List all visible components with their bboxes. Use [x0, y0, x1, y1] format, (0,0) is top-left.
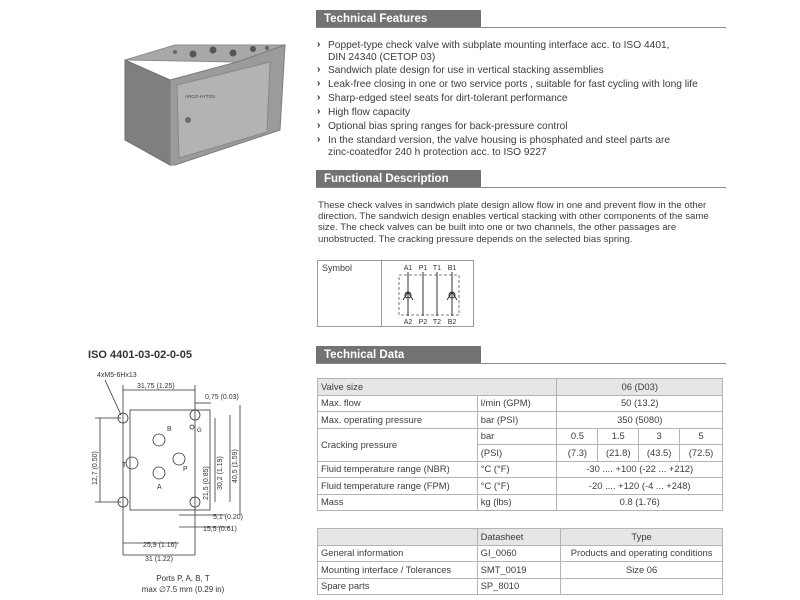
- symbol-label: Symbol: [322, 263, 353, 273]
- table-cell: (PSI): [477, 445, 557, 462]
- table-row: [318, 412, 723, 429]
- table-cell: Fluid temperature range (NBR): [318, 461, 478, 478]
- table-cell: Size 06: [561, 562, 723, 579]
- table-cell: 5: [680, 428, 723, 445]
- table-cell: Products and operating conditions: [561, 545, 723, 562]
- table-cell: General information: [318, 545, 478, 562]
- table-cell: 06 (D03): [557, 379, 723, 396]
- dim-bot4: 31 (1.22): [145, 556, 174, 563]
- description-line: These check valves in sandwich plate design allow flow in one and prevent flow in the other: [318, 200, 707, 211]
- port-label-P2: P2: [418, 319, 428, 326]
- functional-description-header: Functional Description: [316, 170, 481, 188]
- symbol-box: [317, 260, 474, 327]
- dim-mid1: 30,2 (1.19): [217, 456, 224, 490]
- description-line: size. The check valves can be built into one or two channels, the other passages are: [318, 222, 677, 234]
- drawing-caption-line1: Ports P, A, B, T: [156, 574, 210, 583]
- feature-item: › Leak-free closing in one or two service ports , suitable for fast cycling with long life: [316, 79, 736, 91]
- table-cell: Max. operating pressure: [318, 412, 478, 429]
- table-cell: [561, 578, 723, 595]
- port-label-A: A: [157, 484, 162, 491]
- table-cell: 50 (13.2): [557, 395, 723, 412]
- table-cell: Mass: [318, 494, 478, 511]
- section-rule: [316, 27, 726, 28]
- dim-mid2: 21,5 (0.85): [203, 466, 210, 500]
- dim-bot2: 15,5 (0.61): [203, 526, 237, 533]
- table-cell: Type: [561, 529, 723, 546]
- table-row: [318, 395, 723, 412]
- section-rule: [316, 187, 726, 188]
- port-G-circle: [190, 425, 194, 429]
- table-row: [318, 529, 723, 546]
- table-cell: 0.5: [557, 428, 598, 445]
- table-cell: [318, 529, 478, 546]
- port-label-A2: A2: [403, 319, 413, 326]
- table-cell: Mounting interface / Tolerances: [318, 562, 478, 579]
- table-cell: Cracking pressure: [318, 428, 478, 461]
- section-rule: [316, 363, 726, 364]
- port-label-B2: B2: [447, 319, 457, 326]
- mounting-interface-drawing: [75, 365, 285, 600]
- product-brand-text: ARGO-HYTOS: [185, 94, 216, 99]
- table-cell: 1.5: [598, 428, 639, 445]
- table-cell: °C (°F): [477, 478, 557, 495]
- product-screw-hole: [265, 46, 269, 50]
- technical-data-table: [317, 378, 723, 511]
- feature-item: › In the standard version, the valve housing is phosphated and steel parts are: [316, 135, 736, 147]
- table-cell: °C (°F): [477, 461, 557, 478]
- drawing-title: ISO 4401-03-02-0-05: [88, 349, 192, 361]
- table-row: [318, 578, 723, 595]
- interface-outline: [130, 410, 210, 510]
- hydraulic-symbol: [382, 261, 474, 327]
- table-row: [318, 494, 723, 511]
- table-cell: bar (PSI): [477, 412, 557, 429]
- drawing-caption-line2: max ∅7.5 mm (0.29 in): [141, 585, 225, 594]
- port-label-P1: P1: [418, 265, 428, 272]
- table-row: [318, 379, 723, 396]
- feature-item: › Sandwich plate design for use in vertical stacking assemblies: [316, 65, 736, 77]
- table-cell: 350 (5080): [557, 412, 723, 429]
- description-line: unobstructed. The cracking pressure depends on the selected bias spring.: [318, 233, 633, 245]
- product-plug: [185, 117, 191, 123]
- thread-label: 4xM5-6Hx13: [97, 372, 137, 379]
- functional-description-text: [318, 200, 718, 245]
- table-cell: SP_8010: [477, 578, 561, 595]
- table-cell: l/min (GPM): [477, 395, 557, 412]
- table-row: [318, 562, 723, 579]
- table-cell: (7.3): [557, 445, 598, 462]
- port-label-B1: B1: [447, 265, 457, 272]
- port-P-circle: [173, 453, 185, 465]
- table-cell: SMT_0019: [477, 562, 561, 579]
- product-port-hole: [250, 46, 256, 52]
- dim-top1: 31,75 (1.25): [137, 383, 175, 390]
- feature-item: › Poppet-type check valve with subplate mounting interface acc. to ISO 4401,: [316, 40, 736, 52]
- table-cell: kg (lbs): [477, 494, 557, 511]
- product-port-hole: [230, 50, 237, 57]
- table-row: [318, 545, 723, 562]
- table-cell: Valve size: [318, 379, 557, 396]
- table-cell: Max. flow: [318, 395, 478, 412]
- dim-right: 40,5 (1.59): [232, 449, 239, 483]
- table-cell: (72.5): [680, 445, 723, 462]
- dim-bot3: 25,9 (1.16): [143, 542, 177, 549]
- product-image: [115, 40, 290, 170]
- table-cell: 0.8 (1.76): [557, 494, 723, 511]
- port-label-A1: A1: [403, 265, 413, 272]
- table-cell: Spare parts: [318, 578, 478, 595]
- table-cell: Datasheet: [477, 529, 561, 546]
- port-label-G: G: [197, 428, 202, 434]
- dim-top2: 0,75 (0.03): [205, 394, 239, 401]
- table-cell: Fluid temperature range (FPM): [318, 478, 478, 495]
- product-port-hole: [190, 51, 197, 58]
- port-B-circle: [153, 434, 165, 446]
- port-label-T: T: [122, 462, 127, 469]
- feature-item: › High flow capacity: [316, 107, 736, 119]
- feature-item-continuation: DIN 24340 (CETOP 03): [328, 51, 436, 63]
- dim-bot1: 5,1 (0.20): [213, 514, 243, 521]
- technical-features-header: Technical Features: [316, 10, 481, 28]
- port-A-circle: [153, 467, 165, 479]
- product-screw-hole: [173, 50, 177, 54]
- table-cell: bar: [477, 428, 557, 445]
- feature-item: › Sharp-edged steel seats for dirt-tolerant performance: [316, 93, 736, 105]
- product-port-hole: [210, 47, 217, 54]
- dim-left: 12,7 (0.50): [92, 451, 99, 485]
- feature-item-continuation: zinc-coatedfor 240 h protection acc. to ISO 9227: [328, 146, 547, 158]
- table-cell: (43.5): [639, 445, 680, 462]
- table-row: [318, 428, 723, 445]
- technical-data-header: Technical Data: [316, 346, 481, 364]
- table-row: [318, 478, 723, 495]
- datasheet-table: [317, 528, 723, 595]
- port-label-T1: T1: [432, 265, 442, 272]
- feature-item: › Optional bias spring ranges for back-pressure control: [316, 121, 736, 133]
- table-cell: (21.8): [598, 445, 639, 462]
- port-label-T2: T2: [432, 319, 442, 326]
- technical-features-list: [316, 40, 736, 160]
- table-cell: -30 .... +100 (-22 ... +212): [557, 461, 723, 478]
- product-left-face: [125, 60, 170, 165]
- port-label-B: B: [167, 426, 172, 433]
- table-cell: GI_0060: [477, 545, 561, 562]
- description-line: direction. The sandwich design enables vertical stacking with other components of the same: [318, 211, 709, 223]
- table-cell: 3: [639, 428, 680, 445]
- table-row: [318, 461, 723, 478]
- port-T-circle: [126, 457, 138, 469]
- port-label-P: P: [183, 466, 188, 473]
- table-cell: -20 .... +120 (-4 ... +248): [557, 478, 723, 495]
